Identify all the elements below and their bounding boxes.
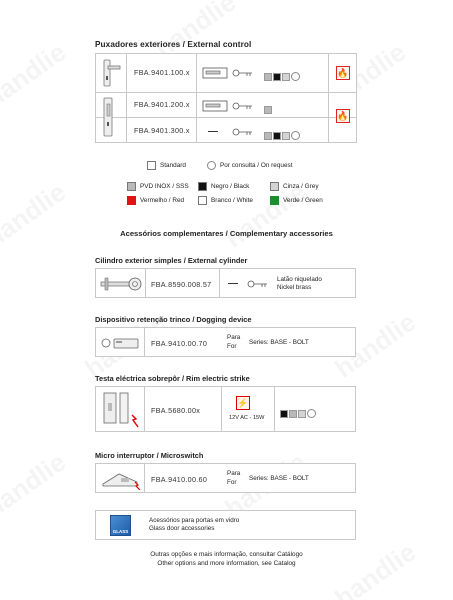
watermark-text <box>0 37 72 115</box>
glass-badge-icon <box>110 515 131 536</box>
section-title-external-control: Puxadores exteriores / External control <box>95 40 252 49</box>
legend-color-label: Negro / Black <box>211 183 250 191</box>
swatch-pvd-inox <box>289 410 297 418</box>
key-icon <box>232 67 254 79</box>
electric-icon: ⚡ <box>237 398 249 408</box>
strike-box <box>95 386 356 432</box>
legend-color <box>127 196 184 205</box>
cylinder-box <box>95 268 356 298</box>
microswitch-icon <box>99 468 143 490</box>
cylinder-finish-line2: Nickel brass <box>277 284 312 291</box>
swatch-pvd-inox <box>264 132 272 140</box>
legend-color <box>127 182 189 191</box>
cylinder-icon <box>99 275 145 293</box>
watermark-text <box>329 537 421 600</box>
legend-on-request <box>207 161 292 170</box>
legend-color <box>198 182 249 191</box>
key-icon <box>232 126 254 138</box>
legend-standard <box>147 161 186 170</box>
handle-drawing-icon <box>202 64 228 82</box>
series-label: Series: BASE - BOLT <box>249 339 309 346</box>
for-label: For <box>227 343 237 350</box>
watermark-text <box>0 177 72 255</box>
product-code: FBA.5680.00x <box>151 406 201 415</box>
watermark-text <box>0 447 72 525</box>
swatch-black <box>280 410 288 418</box>
electric-strike-icon <box>102 391 142 429</box>
cylinder-finish-line1: Latão niquelado <box>277 276 322 283</box>
swatch-grey <box>282 132 290 140</box>
glass-badge-label: GLASS <box>112 529 129 534</box>
swatch-grey <box>298 410 306 418</box>
swatch-pvd-inox <box>264 106 272 114</box>
fire-rated-icon: 🔥 <box>337 111 349 121</box>
finish-swatches <box>264 68 300 86</box>
on-request-circle-icon <box>291 131 300 140</box>
glass-line2: Glass door accessories <box>149 525 215 532</box>
legend-color-label: Vermelho / Red <box>140 197 185 205</box>
product-code: FBA.9410.00.60 <box>151 475 208 484</box>
product-code: FBA.9401.300.x <box>134 126 190 135</box>
legend-color-label: PVD INOX / SSS <box>140 183 189 191</box>
finish-swatches <box>264 127 300 145</box>
product-code: FBA.8590.008.57 <box>151 280 212 289</box>
key-icon <box>232 100 254 112</box>
handle-drawing-icon <box>202 98 228 114</box>
handle-thumbnail-icon <box>100 58 122 90</box>
glass-line1: Acessórios para portas em vidro <box>149 517 240 524</box>
microswitch-title: Micro interruptor / Microswitch <box>95 451 204 460</box>
dogging-title: Dispositivo retenção trinco / Dogging device <box>95 315 252 324</box>
legend-on-request-label: Por consulta / On request <box>220 162 293 170</box>
legend-standard-label: Standard <box>160 162 186 170</box>
swatch-black <box>273 132 281 140</box>
finish-swatches <box>280 405 316 423</box>
swatch-grey <box>282 73 290 81</box>
for-label: For <box>227 479 237 486</box>
glass-box <box>95 510 356 540</box>
strike-title: Testa eléctrica sobrepôr / Rim electric strike <box>95 374 250 383</box>
dash-none <box>228 283 238 284</box>
swatch-black <box>273 73 281 81</box>
swatch-pvd-inox <box>264 73 272 81</box>
para-label: Para <box>227 470 241 477</box>
key-icon <box>247 278 269 290</box>
on-request-circle-icon <box>307 409 316 418</box>
series-label: Series: BASE - BOLT <box>249 475 309 482</box>
legend-color <box>270 196 323 205</box>
fire-rated-icon: 🔥 <box>337 68 349 78</box>
on-request-circle-icon <box>291 72 300 81</box>
legend-color <box>270 182 319 191</box>
product-code: FBA.9410.00.70 <box>151 339 208 348</box>
para-label: Para <box>227 334 241 341</box>
accessories-title: Acessórios complementares / Complementary accessories <box>120 229 333 238</box>
dash-none <box>208 131 218 132</box>
legend-color-label: Verde / Green <box>283 197 323 205</box>
footer-note-line1: Outras opções e mais informação, consultar Catálogo <box>150 551 303 558</box>
legend-color <box>198 196 253 205</box>
product-code: FBA.9401.100.x <box>134 68 190 77</box>
legend-color-label: Cinza / Grey <box>283 183 319 191</box>
strike-voltage: 12V AC - 15W <box>229 415 265 421</box>
microswitch-box <box>95 463 356 493</box>
dogging-box <box>95 327 356 357</box>
cylinder-title: Cilindro exterior simples / External cylinder <box>95 256 248 265</box>
handle-thumbnail-icon <box>100 96 122 140</box>
dogging-device-icon <box>100 334 142 352</box>
product-code: FBA.9401.200.x <box>134 100 190 109</box>
legend-color-label: Branco / White <box>211 197 253 205</box>
footer-note-line2: Other options and more information, see Catalog <box>157 560 296 567</box>
external-control-table <box>95 53 357 143</box>
finish-swatches <box>264 101 273 119</box>
